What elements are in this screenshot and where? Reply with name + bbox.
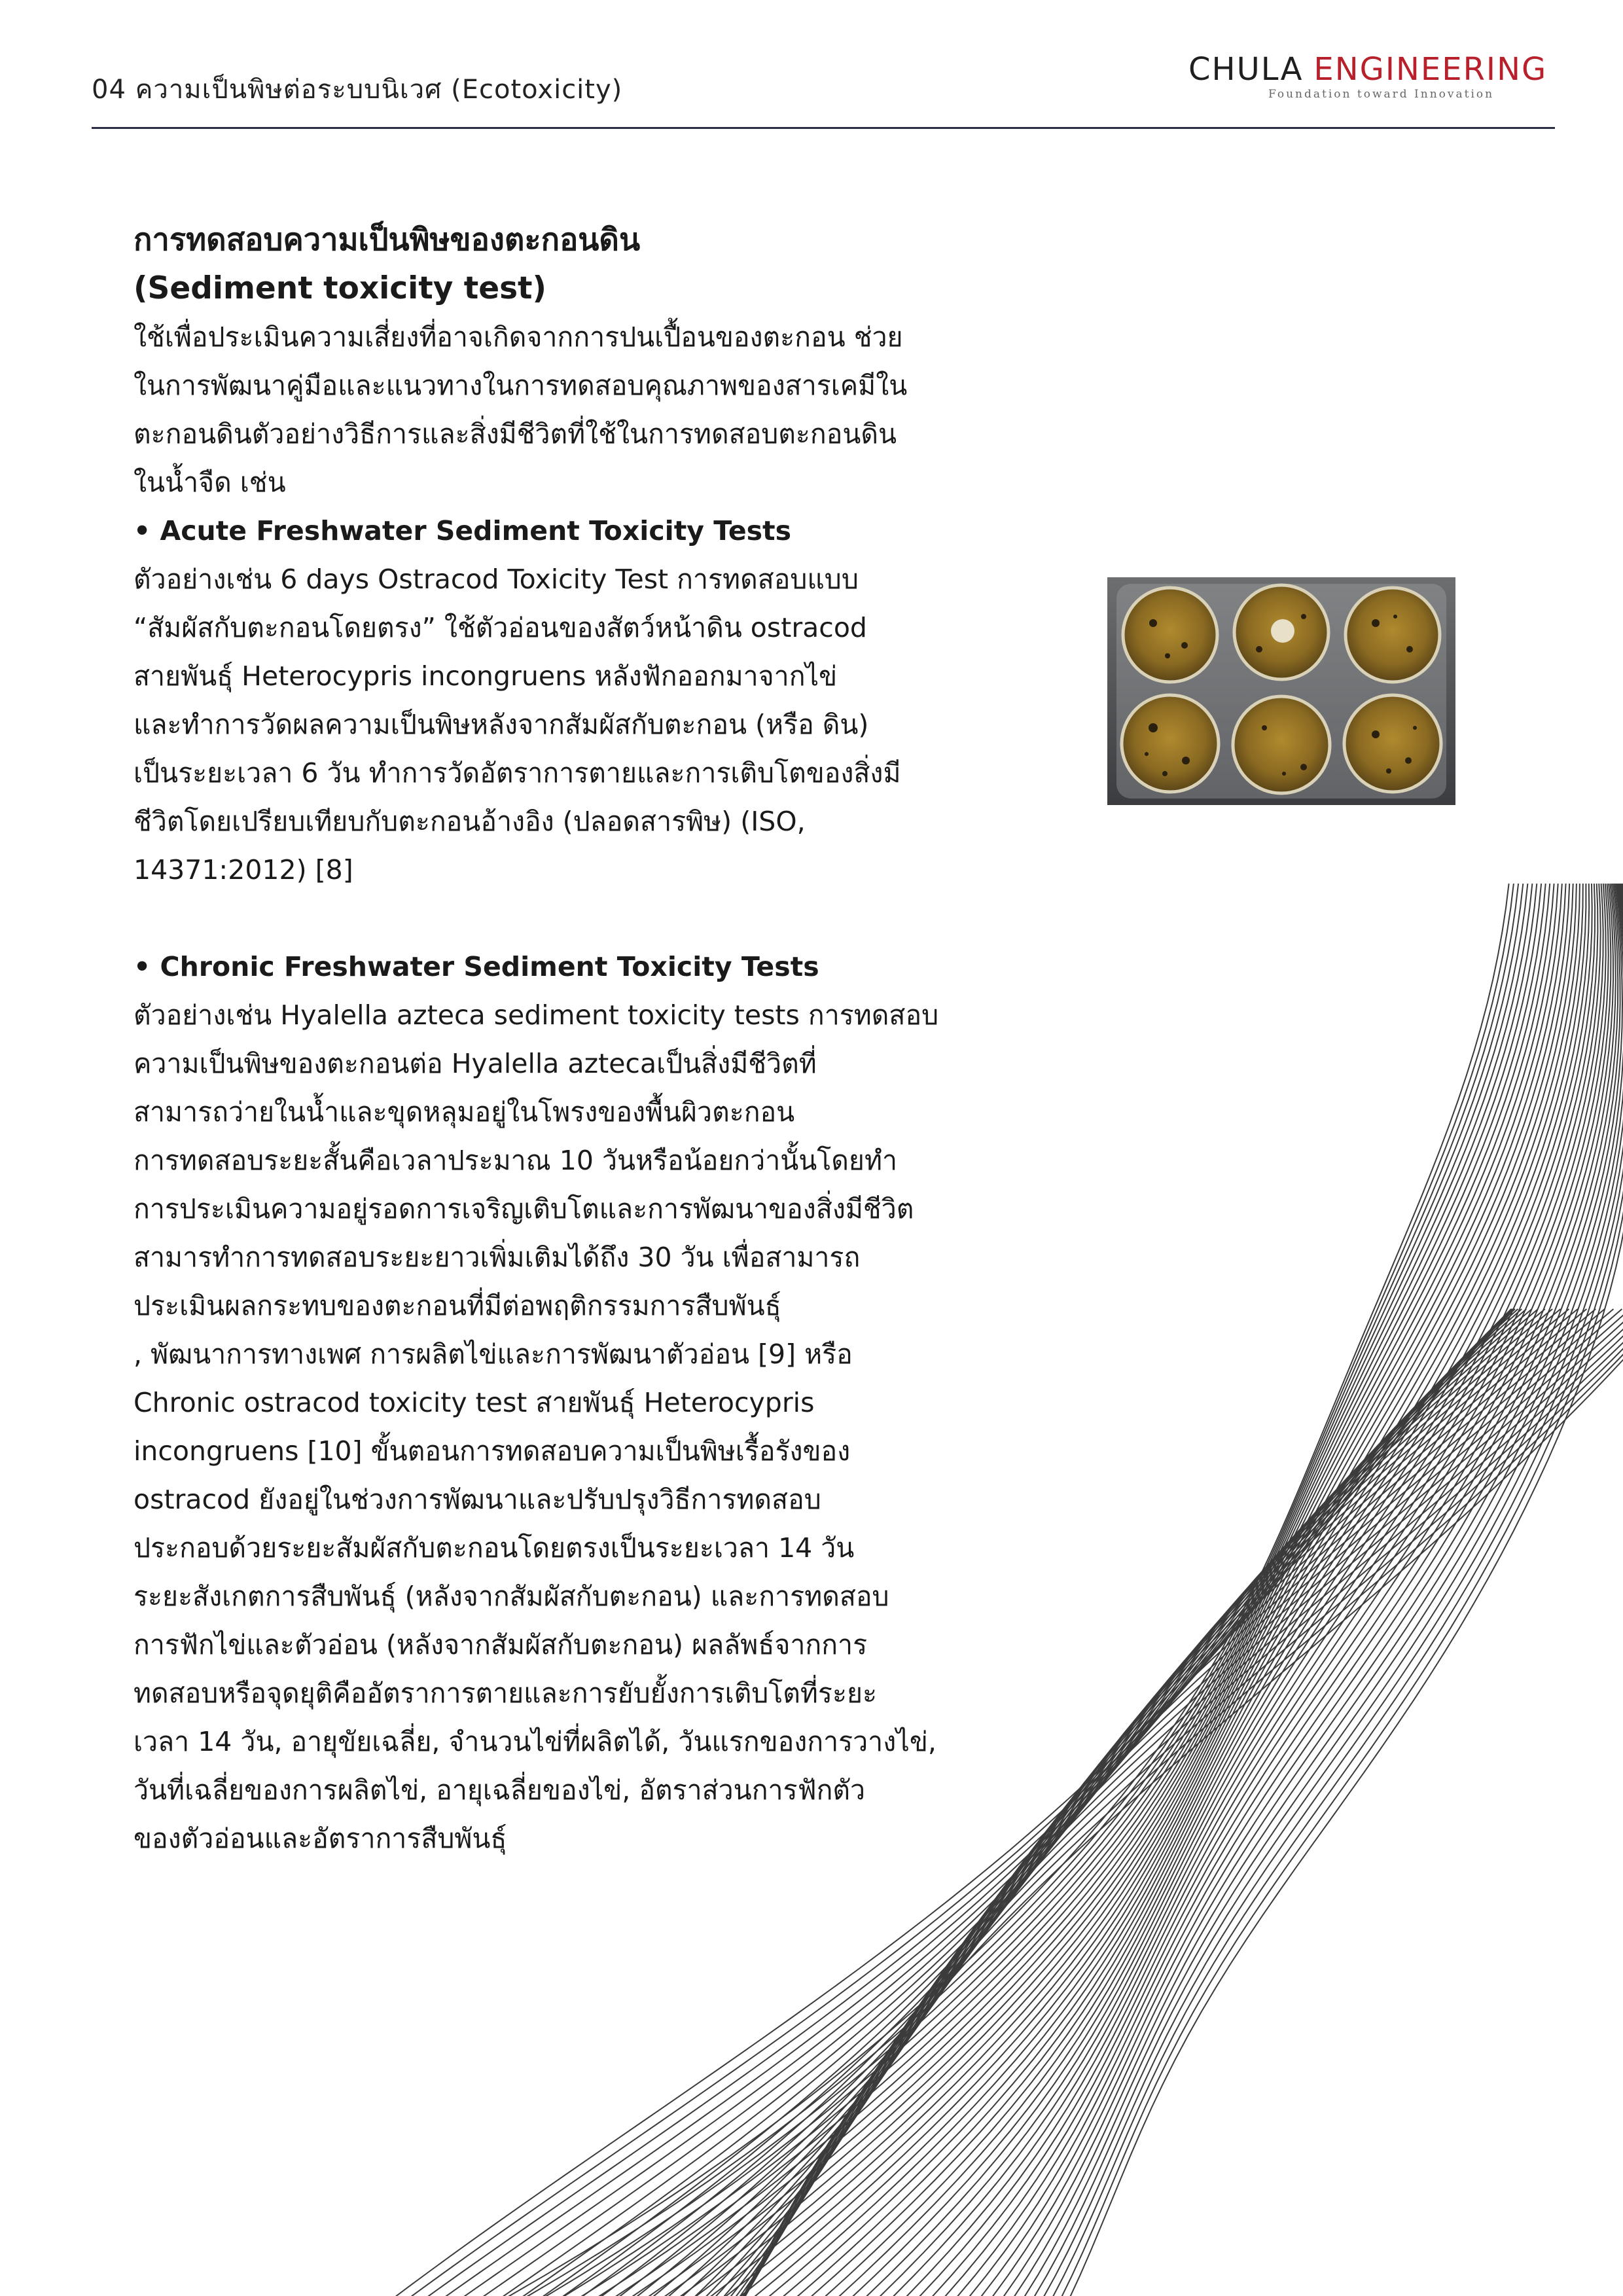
text-line: ประกอบด้วยระยะสัมผัสกับตะกอนโดยตรงเป็นระยะเวลา 14 วัน [134,1532,855,1564]
text-line: วันที่เฉลี่ยของการผลิตไข่, อายุเฉลี่ยของไข่, อัตราส่วนการฟักตัว [134,1774,866,1806]
text-line: เป็นระยะเวลา 6 วัน ทำการวัดอัตราการตายและการเติบโตของสิ่งมี [134,757,901,789]
text-line: ความเป็นพิษของตะกอนต่อ Hyalella aztecaเป็นสิ่งมีชีวิตที่ [134,1048,817,1079]
text-line: ตัวอย่างเช่น Hyalella azteca sediment toxicity tests การทดสอบ [134,999,939,1031]
article-body [134,216,984,1863]
text-line: ใช้เพื่อประเมินความเสี่ยงที่อาจเกิดจากการปนเปื้อนของตะกอน ช่วย [134,321,903,353]
text-line: Chronic ostracod toxicity test สายพันธุ์ Heterocypris [134,1387,815,1418]
text-line: ทดสอบหรือจุดยุติคืออัตราการตายและการยับยั้งการเติบโตที่ระยะ [134,1677,878,1709]
acute-test-paragraph [134,555,984,894]
intro-paragraph [134,313,984,507]
ostracod-test-plate-photo [1107,577,1455,805]
text-line: ประเมินผลกระทบของตะกอนที่มีต่อพฤติกรรมการสืบพันธุ์ [134,1290,781,1321]
chula-engineering-logo [1188,51,1555,103]
section-title-thai: การทดสอบความเป็นพิษของตะกอนดิน [134,222,641,258]
header-divider [92,127,1555,129]
wave-line [984,884,1623,2296]
text-line: ของตัวอ่อนและอัตราการสืบพันธุ์ [134,1823,507,1854]
wave-line [1048,884,1623,2296]
text-line: ในน้ำจืด เช่น [134,467,286,498]
wave-line [934,884,1616,2296]
chronic-test-paragraph [134,991,984,1863]
text-line: การประเมินความอยู่รอดการเจริญเติบโตและการพัฒนาของสิ่งมีชีวิต [134,1193,914,1225]
text-line: , พัฒนาการทางเพศ การผลิตไข่และการพัฒนาตัวอ่อน [9] หรือ [134,1338,853,1370]
text-line: incongruens [10] ขั้นตอนการทดสอบความเป็นพิษเรื้อรังของ [134,1435,851,1467]
text-line: ตะกอนดินตัวอย่างวิธีการและสิ่งมีชีวิตที่ใช้ในการทดสอบตะกอนดิน [134,418,897,450]
logo-chula-text: CHULA [1188,51,1304,88]
text-line: ostracod ยังอยู่ในช่วงการพัฒนาและปรับปรุงวิธีการทดสอบ [134,1484,821,1515]
text-line: การทดสอบระยะสั้นคือเวลาประมาณ 10 วันหรือน้อยกว่านั้นโดยทำ [134,1145,897,1176]
text-line: ระยะสังเกตการสืบพันธุ์ (หลังจากสัมผัสกับตะกอน) และการทดสอบ [134,1581,889,1612]
logo-tagline: Foundation toward Innovation [1268,88,1495,101]
text-line: ตัวอย่างเช่น 6 days Ostracod Toxicity Test การทดสอบแบบ [134,564,859,595]
text-line: 14371:2012) [8] [134,854,353,886]
page-header-title: 04 ความเป็นพิษต่อระบบนิเวศ (Ecotoxicity) [92,75,623,105]
text-line: ชีวิตโดยเปรียบเทียบกับตะกอนอ้างอิง (ปลอดสารพิษ) (ISO, [134,806,806,837]
text-line: สายพันธุ์ Heterocypris incongruens หลังฟักออกมาจากไข่ [134,660,838,692]
chronic-test-heading: • Chronic Freshwater Sediment Toxicity Tests [134,951,819,982]
acute-test-heading: • Acute Freshwater Sediment Toxicity Tests [134,515,792,547]
text-line: และทำการวัดผลความเป็นพิษหลังจากสัมผัสกับตะกอน (หรือ ดิน) [134,709,869,740]
text-line: ในการพัฒนาคู่มือและแนวทางในการทดสอบคุณภาพของสารเคมีใน [134,370,908,401]
text-line: เวลา 14 วัน, อายุขัยเฉลี่ย, จำนวนไข่ที่ผลิตได้, วันแรกของการวางไข่, [134,1726,936,1757]
text-line: สามารทำการทดสอบระยะยาวเพิ่มเติมได้ถึง 30 วัน เพื่อสามารถ [134,1242,861,1273]
logo-engineering-text: ENGINEERING [1313,51,1548,88]
text-line: การฟักไข่และตัวอ่อน (หลังจากสัมผัสกับตะกอน) ผลลัพธ์จากการ [134,1629,868,1660]
wave-line [880,884,1606,2296]
text-line: สามารถว่ายในน้ำและขุดหลุมอยู่ในโพรงของพื้นผิวตะกอน [134,1096,795,1128]
text-line: “สัมผัสกับตะกอนโดยตรง” ใช้ตัวอ่อนของสัตว์หน้าดิน ostracod [134,612,867,643]
section-title-english: (Sediment toxicity test) [134,270,546,306]
wave-line [972,884,1622,2296]
